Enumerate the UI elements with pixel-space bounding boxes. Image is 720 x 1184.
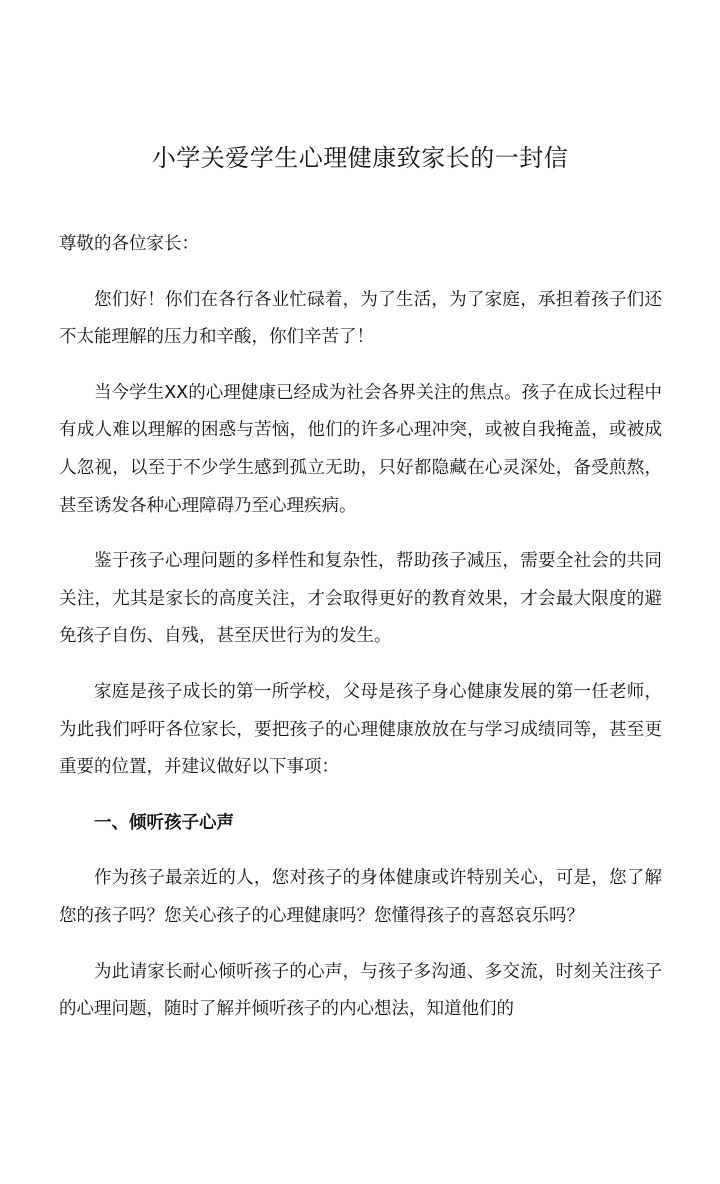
paragraph-listen-patiently: 为此请家长耐心倾听孩子的心声，与孩子多沟通、多交流，时刻关注孩子的心理问题，随时了解并倾听孩子的内心想法，知道他们的 — [59, 961, 662, 1020]
paragraph-complexity: 鉴于孩子心理问题的多样性和复杂性，帮助孩子减压，需要全社会的共同关注，尤其是家长的高度关注，才会取得更好的教育效果，才会最大限度的避免孩子自伤、自残，甚至厌世行为的发生。 — [59, 551, 662, 647]
section-heading-listen: 一、倾听孩子心声 — [94, 812, 234, 833]
letter-body — [59, 226, 662, 1029]
document-title: 小学关爱学生心理健康致家长的一封信 — [151, 144, 569, 172]
paragraph-greeting: 您们好！你们在各行各业忙碌着，为了生活，为了家庭，承担着孩子们还不太能理解的压力和辛酸，你们辛苦了！ — [59, 289, 662, 348]
paragraph-closest-person: 作为孩子最亲近的人，您对孩子的身体健康或许特别关心，可是，您了解您的孩子吗？您关心孩子的心理健康吗？您懂得孩子的喜怒哀乐吗？ — [59, 868, 662, 926]
paragraph-family-school: 家庭是孩子成长的第一所学校，父母是孩子身心健康发展的第一任老师，为此我们呼吁各位家长，要把孩子的心理健康放放在与学习成绩同等，甚至更重要的位置，并建议做好以下事项： — [59, 681, 662, 778]
salutation: 尊敬的各位家长： — [59, 234, 199, 254]
paragraph-mental-health-focus: 当今学生XX的心理健康已经成为社会各界关注的焦点。孩子在成长过程中有成人难以理解的困惑与苦恼，他们的许多心理冲突，或被自我掩盖，或被成人忽视，以至于不少学生感到孤立无助，只好都隐藏在心灵深处，备受煎熬，甚至诱发各种心理障碍乃至心理疾病。 — [59, 382, 662, 516]
